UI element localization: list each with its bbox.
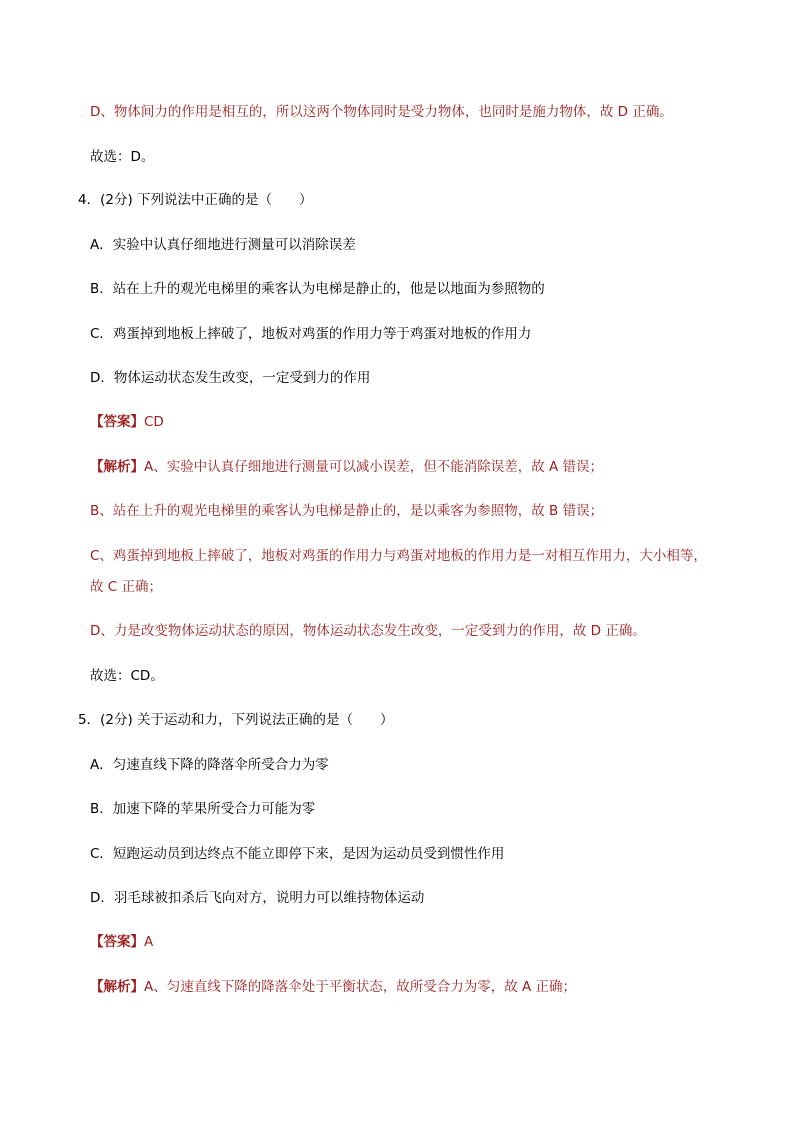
question-4-analysis-d: D、力是改变物体运动状态的原因，物体运动状态发生改变，一定受到力的作用，故 D 正确。 bbox=[90, 623, 646, 639]
question-4-option-b: B．站在上升的观光电梯里的乘客认为电梯是静止的，他是以地面为参照物的 bbox=[90, 281, 545, 297]
answer-value: CD bbox=[144, 414, 164, 430]
prev-analysis-d: D、物体间力的作用是相互的，所以这两个物体同时是受力物体，也同时是施力物体，故 D 正确。 bbox=[90, 104, 673, 120]
question-5-stem: 5．(2分) 关于运动和力，下列说法正确的是（ ） bbox=[78, 712, 394, 728]
question-4-option-c: C．鸡蛋掉到地板上摔破了，地板对鸡蛋的作用力等于鸡蛋对地板的作用力 bbox=[90, 326, 532, 342]
question-5-option-b: B．加速下降的苹果所受合力可能为零 bbox=[90, 801, 316, 817]
answer-tag: 【答案】 bbox=[90, 414, 144, 430]
question-5-option-c: C．短跑运动员到达终点不能立即停下来，是因为运动员受到惯性作用 bbox=[90, 846, 505, 862]
question-5-answer bbox=[90, 932, 153, 952]
analysis-text: A、匀速直线下降的降落伞处于平衡状态，故所受合力为零，故 A 正确； bbox=[144, 979, 577, 995]
analysis-tag: 【解析】 bbox=[90, 459, 144, 475]
question-4-option-d: D．物体运动状态发生改变，一定受到力的作用 bbox=[90, 370, 371, 386]
question-5-option-d: D．羽毛球被扣杀后飞向对方，说明力可以维持物体运动 bbox=[90, 890, 425, 906]
question-4-stem: 4．(2分) 下列说法中正确的是（ ） bbox=[78, 192, 313, 208]
analysis-text: A、实验中认真仔细地进行测量可以减小误差，但不能消除误差，故 A 错误； bbox=[144, 459, 604, 475]
analysis-tag: 【解析】 bbox=[90, 979, 144, 995]
question-4-select: 故选：CD。 bbox=[90, 668, 164, 684]
answer-tag: 【答案】 bbox=[90, 934, 144, 950]
question-4-analysis-c-line2: 故 C 正确； bbox=[90, 579, 163, 595]
answer-value: A bbox=[144, 934, 154, 950]
question-4-analysis-c-line1: C、鸡蛋掉到地板上摔破了，地板对鸡蛋的作用力与鸡蛋对地板的作用力是一对相互作用力，大小相等， bbox=[90, 548, 707, 564]
question-5-option-a: A．匀速直线下降的降落伞所受合力为零 bbox=[90, 757, 329, 773]
question-4-analysis-a bbox=[90, 457, 603, 477]
question-5-analysis-a bbox=[90, 977, 576, 997]
question-4-answer bbox=[90, 412, 164, 432]
question-4-option-a: A．实验中认真仔细地进行测量可以消除误差 bbox=[90, 237, 356, 253]
question-4-analysis-b: B、站在上升的观光电梯里的乘客认为电梯是静止的，是以乘客为参照物，故 B 错误； bbox=[90, 503, 604, 519]
prev-select: 故选：D。 bbox=[90, 149, 155, 165]
